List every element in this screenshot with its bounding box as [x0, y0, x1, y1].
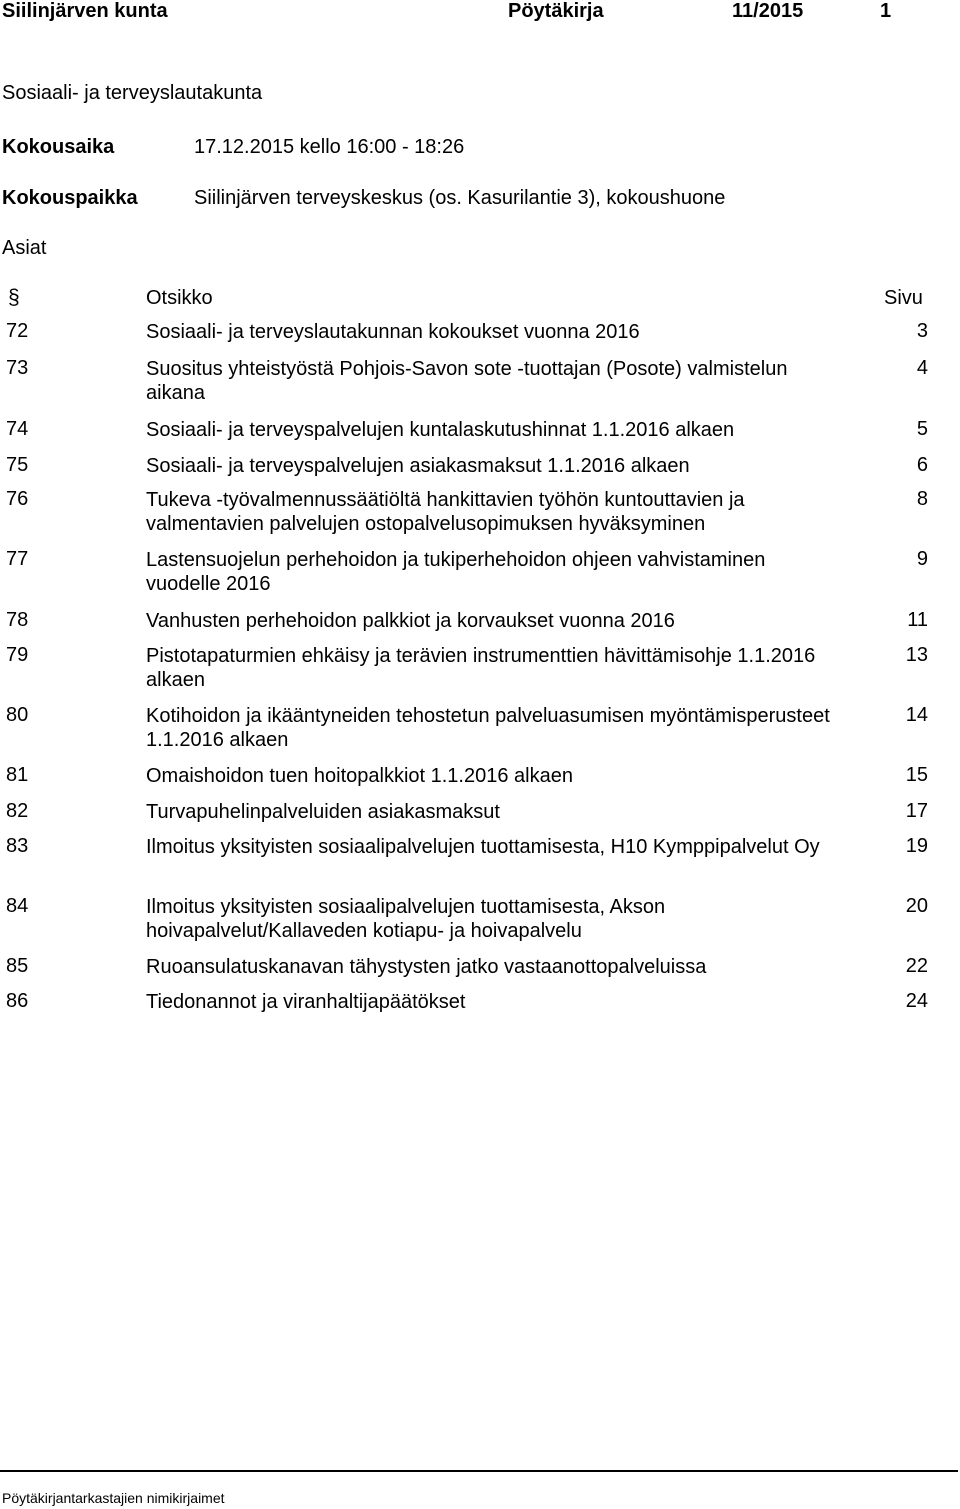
municipality-name: Siilinjärven kunta [2, 0, 168, 22]
item-title: Turvapuhelinpalveluiden asiakasmaksut [146, 801, 500, 823]
meeting-time-value: 17.12.2015 kello 16:00 - 18:26 [194, 136, 465, 158]
item-number: 74 [6, 418, 29, 440]
item-title: Ilmoitus yksityisten sosiaalipalvelujen tuottamisesta, H10 Kymppipalvelut Oy [146, 836, 820, 858]
item-title: Tiedonannot ja viranhaltijapäätökset [146, 991, 466, 1013]
item-page: 22 [905, 955, 928, 977]
document-number: 11/2015 [732, 0, 804, 22]
item-number: 76 [6, 488, 29, 510]
item-title: Sosiaali- ja terveyspalvelujen kuntalaskutushinnat 1.1.2016 alkaen [146, 419, 735, 441]
item-page: 19 [905, 835, 928, 857]
item-title: Kotihoidon ja ikääntyneiden tehostetun palveluasumisen myöntämisperusteet 1.1.2016 alkaen [146, 705, 830, 751]
item-number: 82 [6, 800, 29, 822]
item-title: Vanhusten perhehoidon palkkiot ja korvaukset vuonna 2016 [146, 610, 675, 632]
item-number: 75 [6, 454, 29, 476]
section-sign-icon: § [8, 286, 20, 309]
item-number: 72 [6, 320, 29, 342]
item-title: Ilmoitus yksityisten sosiaalipalvelujen tuottamisesta, Akson hoivapalvelut/Kallaveden kotiapu- ja hoivapalvelu [146, 896, 666, 942]
item-number: 73 [6, 357, 29, 379]
item-title: Suositus yhteistyöstä Pohjois-Savon sote -tuottajan (Posote) valmistelun aikana [146, 358, 788, 404]
item-number: 86 [6, 990, 29, 1012]
item-page: 11 [907, 609, 928, 631]
item-number: 80 [6, 704, 29, 726]
item-number: 77 [6, 548, 29, 570]
item-page: 5 [916, 418, 928, 440]
item-title: Sosiaali- ja terveyslautakunnan kokoukset vuonna 2016 [146, 321, 640, 343]
item-page: 20 [905, 895, 928, 917]
page-number: 1 [880, 0, 892, 22]
item-page: 24 [905, 990, 928, 1012]
item-page: 6 [916, 454, 928, 476]
document-type: Pöytäkirja [508, 0, 604, 22]
item-page: 9 [916, 548, 928, 570]
item-title: Sosiaali- ja terveyspalvelujen asiakasmaksut 1.1.2016 alkaen [146, 455, 690, 477]
item-number: 85 [6, 955, 29, 977]
item-page: 3 [916, 320, 928, 342]
item-number: 81 [6, 764, 29, 786]
item-title: Ruoansulatuskanavan tähystysten jatko vastaanottopalveluissa [146, 956, 707, 978]
toc-column-title: Otsikko [146, 287, 213, 309]
toc-column-page: Sivu [884, 287, 923, 309]
item-number: 84 [6, 895, 29, 917]
item-page: 4 [916, 357, 928, 379]
item-title: Lastensuojelun perhehoidon ja tukiperhehoidon ohjeen vahvistaminen vuodelle 2016 [146, 549, 766, 595]
item-number: 83 [6, 835, 29, 857]
footer-divider [0, 1470, 958, 1472]
item-number: 79 [6, 644, 29, 666]
meeting-place-value: Siilinjärven terveyskeskus (os. Kasurilantie 3), kokoushuone [194, 187, 726, 209]
item-title: Omaishoidon tuen hoitopalkkiot 1.1.2016 alkaen [146, 765, 573, 787]
committee-name: Sosiaali- ja terveyslautakunta [2, 82, 263, 104]
item-page: 15 [905, 764, 928, 786]
item-page: 13 [905, 644, 928, 666]
meeting-time-label: Kokousaika [2, 136, 115, 158]
item-page: 17 [905, 800, 928, 822]
footer-initials-label: Pöytäkirjantarkastajien nimikirjaimet [2, 1490, 225, 1506]
item-page: 14 [905, 704, 928, 726]
item-title: Tukeva -työvalmennussäätiöltä hankittavien työhön kuntouttavien ja valmentavien palvelujen ostopalvelusopimuksen hyväksyminen [146, 489, 745, 535]
item-page: 8 [916, 488, 928, 510]
agenda-label: Asiat [2, 237, 47, 259]
item-number: 78 [6, 609, 29, 631]
meeting-place-label: Kokouspaikka [2, 187, 138, 209]
item-title: Pistotapaturmien ehkäisy ja terävien instrumenttien hävittämisohje 1.1.2016 alkaen [146, 645, 816, 691]
